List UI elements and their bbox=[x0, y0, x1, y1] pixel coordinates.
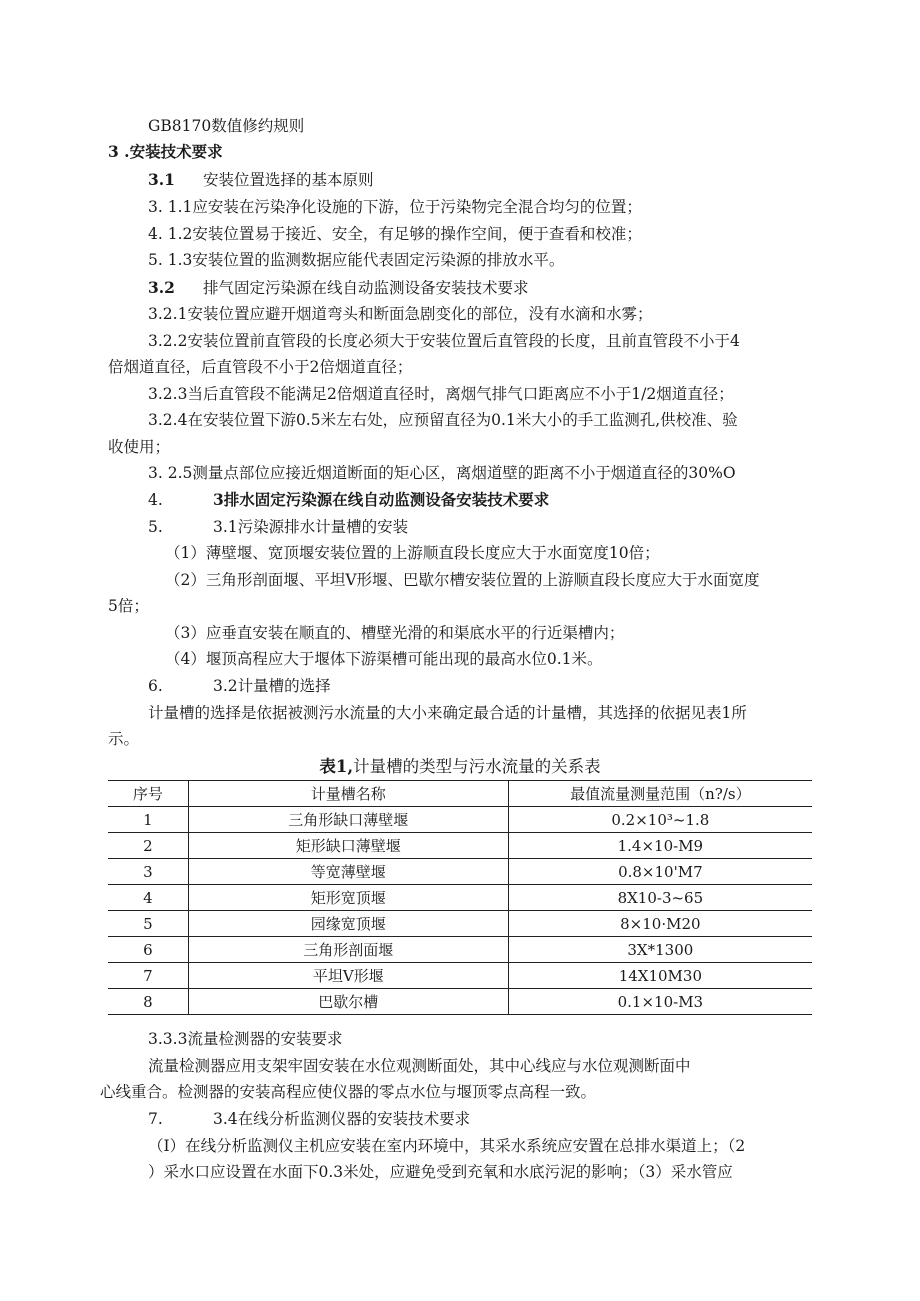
heading-3-2-title: 排气固定污染源在线自动监测设备安装技术要求 bbox=[203, 279, 529, 297]
paragraph-1: （1）薄壁堰、宽顶堰安装位置的上游顺直段长度应大于水面宽度10倍； bbox=[165, 544, 660, 562]
paragraph-4: （4）堰顶高程应大于堰体下游渠槽可能出现的最高水位0.1米。 bbox=[165, 650, 603, 668]
paragraph-analyzer-line1: （I）在线分析监测仪主机应安装在室内环境中，其采水系统应安置在总排水渠道上；（2 bbox=[148, 1137, 746, 1155]
heading-3: 3 .安装技术要求 bbox=[108, 142, 223, 161]
header-flume-name: 计量槽名称 bbox=[188, 781, 508, 807]
table-row bbox=[108, 989, 812, 1015]
item-3-2-2-line1: 3.2.2安装位置前直管段的长度必须大于安装位置后直管段的长度，且前直管段不小于4 bbox=[148, 332, 740, 350]
heading-3-1-number: 3.1 bbox=[148, 170, 175, 189]
paragraph-detector-line2: 心线重合。检测器的安装高程应使仪器的零点水位与堰顶零点高程一致。 bbox=[100, 1083, 597, 1101]
table-row bbox=[108, 911, 812, 937]
table-header-row bbox=[108, 781, 812, 807]
cell-index: 5 bbox=[108, 911, 188, 937]
cell-flow-range: 0.8×10'M7 bbox=[508, 859, 812, 885]
heading-4-number: 4. bbox=[148, 491, 163, 509]
cell-flume-name: 矩形缺口薄壁堰 bbox=[188, 833, 508, 859]
table-row bbox=[108, 963, 812, 989]
header-flow-range: 最值流量测量范围（n?/s） bbox=[508, 781, 812, 807]
item-1-3: 5. 1.3安装位置的监测数据应能代表固定污染源的排放水平。 bbox=[148, 251, 565, 269]
cell-index: 1 bbox=[108, 807, 188, 833]
ref-gb8170: GB8170数值修约规则 bbox=[148, 117, 305, 135]
cell-index: 2 bbox=[108, 833, 188, 859]
flume-table bbox=[108, 780, 812, 1015]
paragraph-selection-line1: 计量槽的选择是依据被测污水流量的大小来确定最合适的计量槽，其选择的依据见表1所 bbox=[148, 704, 747, 722]
cell-flume-name: 三角形剖面堰 bbox=[188, 937, 508, 963]
cell-flow-range: 0.1×10-M3 bbox=[508, 989, 812, 1015]
paragraph-detector-line1: 流量检测器应用支架牢固安装在水位观测断面处，其中心线应与水位观测断面中 bbox=[148, 1057, 691, 1075]
cell-flume-name: 平坦V形堰 bbox=[188, 963, 508, 989]
header-index: 序号 bbox=[108, 781, 188, 807]
item-1-1: 3. 1.1应安装在污染净化设施的下游，位于污染物完全混合均匀的位置； bbox=[148, 198, 642, 216]
table-row bbox=[108, 859, 812, 885]
item-3-2-5: 3. 2.5测量点部位应接近烟道断面的矩心区，离烟道壁的距离不小于烟道直径的30%O bbox=[148, 464, 736, 482]
item-5-number: 5. bbox=[148, 518, 163, 536]
item-7-title: 3.4在线分析监测仪器的安装技术要求 bbox=[213, 1110, 471, 1128]
item-7-number: 7. bbox=[148, 1110, 163, 1128]
table-caption bbox=[0, 757, 920, 777]
item-3-3-3: 3.3.3流量检测器的安装要求 bbox=[148, 1030, 343, 1048]
cell-index: 8 bbox=[108, 989, 188, 1015]
table-caption-title: 计量槽的类型与污水流量的关系表 bbox=[353, 757, 601, 776]
table-row bbox=[108, 807, 812, 833]
cell-flume-name: 巴歇尔槽 bbox=[188, 989, 508, 1015]
paragraph-selection-line2: 示。 bbox=[108, 730, 140, 748]
cell-index: 6 bbox=[108, 937, 188, 963]
cell-flume-name: 园缘宽顶堰 bbox=[188, 911, 508, 937]
cell-flume-name: 三角形缺口薄壁堰 bbox=[188, 807, 508, 833]
item-3-2-1: 3.2.1安装位置应避开烟道弯头和断面急剧变化的部位，没有水滴和水雾； bbox=[148, 305, 653, 323]
heading-4-title: 3排水固定污染源在线自动监测设备安装技术要求 bbox=[213, 490, 550, 509]
cell-flume-name: 等宽薄壁堰 bbox=[188, 859, 508, 885]
table-row bbox=[108, 937, 812, 963]
heading-3-1-title: 安装位置选择的基本原则 bbox=[203, 171, 374, 189]
paragraph-analyzer-line2: ）采水口应设置在水面下0.3米处，应避免受到充氧和水底污泥的影响；（3）采水管应 bbox=[148, 1163, 733, 1181]
table-row bbox=[108, 833, 812, 859]
cell-index: 3 bbox=[108, 859, 188, 885]
item-3-2-4-line2: 收使用； bbox=[108, 438, 171, 456]
cell-flow-range: 1.4×10-M9 bbox=[508, 833, 812, 859]
paragraph-2-line1: （2）三角形剖面堰、平坦V形堰、巴歇尔槽安装位置的上游顺直段长度应大于水面宽度 bbox=[165, 571, 760, 589]
item-6-number: 6. bbox=[148, 677, 163, 695]
paragraph-2-line2: 5倍； bbox=[108, 597, 149, 615]
item-3-2-3: 3.2.3当后直管段不能满足2倍烟道直径时，离烟气排气口距离应不小于1/2烟道直径； bbox=[148, 385, 734, 403]
table-caption-number: 表1, bbox=[319, 757, 354, 776]
cell-flow-range: 8X10-3~65 bbox=[508, 885, 812, 911]
cell-flow-range: 0.2×10³~1.8 bbox=[508, 807, 812, 833]
cell-flow-range: 3X*1300 bbox=[508, 937, 812, 963]
cell-flume-name: 矩形宽顶堰 bbox=[188, 885, 508, 911]
table-row bbox=[108, 885, 812, 911]
item-6-title: 3.2计量槽的选择 bbox=[213, 677, 331, 695]
heading-3-2-number: 3.2 bbox=[148, 278, 175, 297]
item-3-2-4-line1: 3.2.4在安装位置下游0.5米左右处，应预留直径为0.1米大小的手工监测孔,供校准、验 bbox=[148, 411, 738, 429]
paragraph-3: （3）应垂直安装在顺直的、槽壁光滑的和渠底水平的行近渠槽内； bbox=[165, 624, 625, 642]
item-3-2-2-line2: 倍烟道直径，后直管段不小于2倍烟道直径； bbox=[108, 358, 413, 376]
cell-index: 7 bbox=[108, 963, 188, 989]
cell-flow-range: 8×10·M20 bbox=[508, 911, 812, 937]
item-1-2: 4. 1.2安装位置易于接近、安全，有足够的操作空间，便于查看和校准； bbox=[148, 225, 642, 243]
cell-index: 4 bbox=[108, 885, 188, 911]
item-5-title: 3.1污染源排水计量槽的安装 bbox=[213, 518, 409, 536]
cell-flow-range: 14X10M30 bbox=[508, 963, 812, 989]
